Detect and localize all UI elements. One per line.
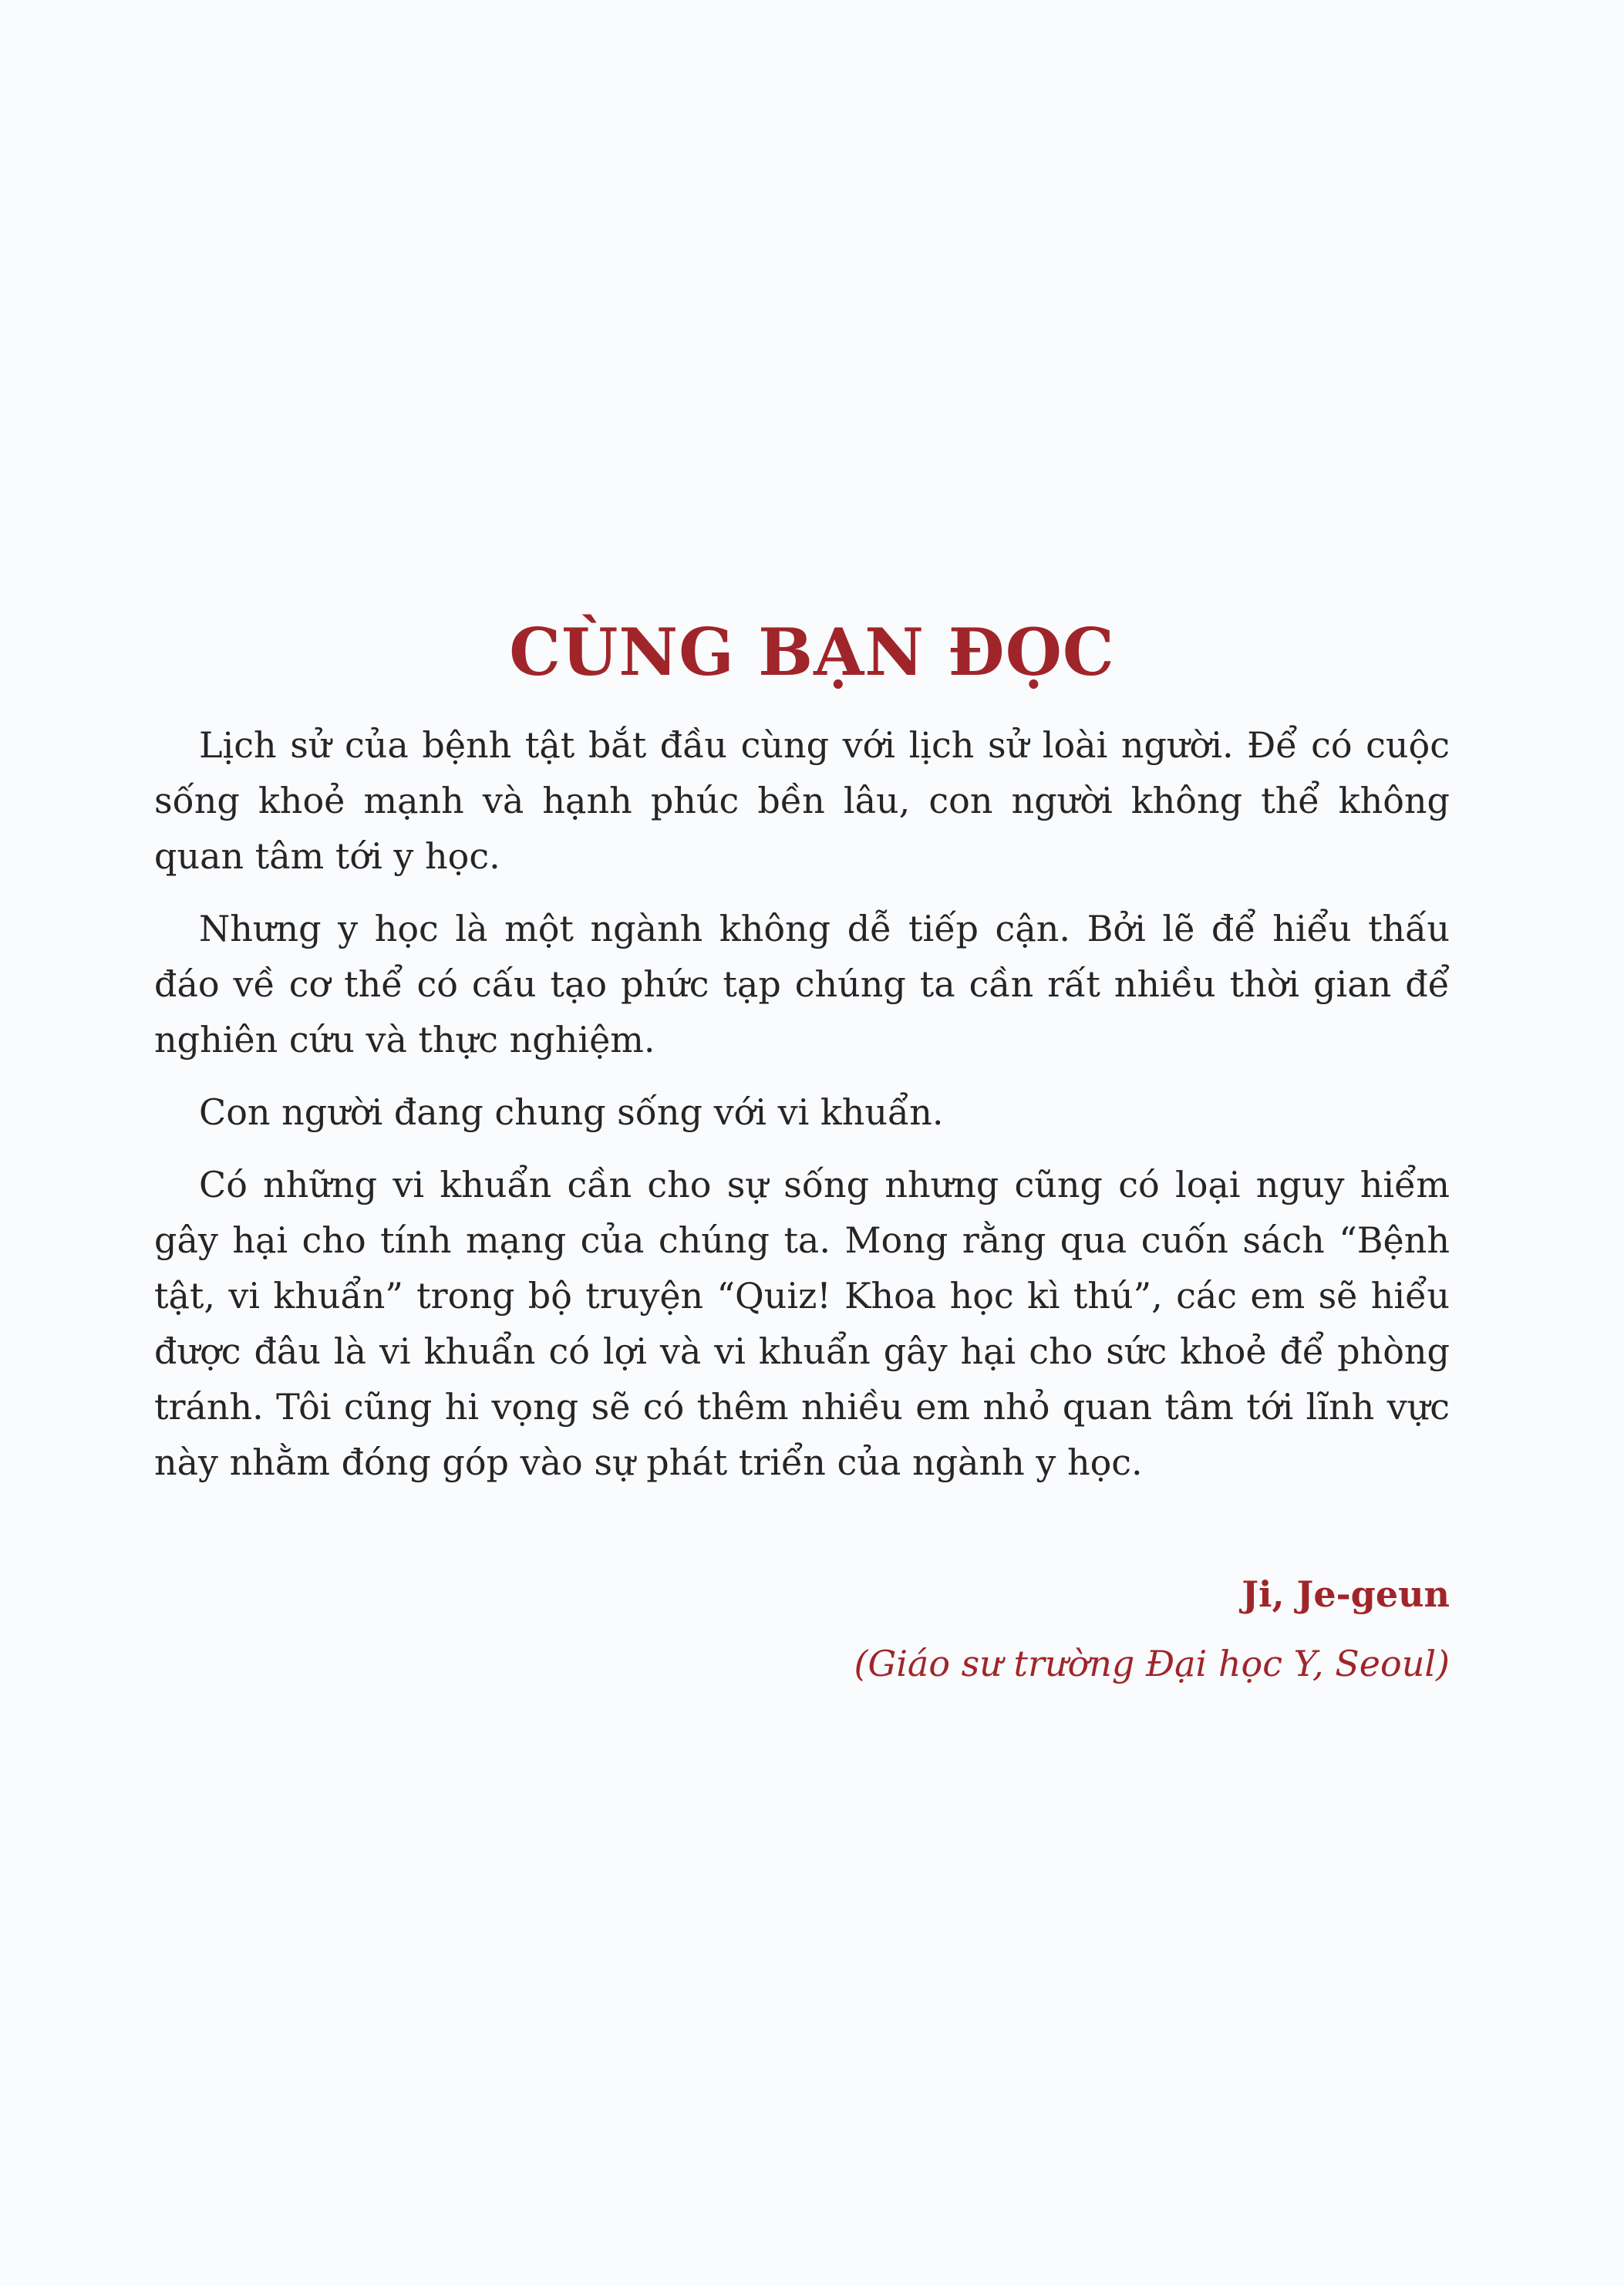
paragraph-2: Nhưng y học là một ngành không dễ tiếp cận. Bởi lẽ để hiểu thấu đáo về cơ thể có cấu tạo phức tạp chúng ta cần rất nhiều thời gian để nghiên cứu và thực nghiệm. bbox=[154, 908, 1450, 1060]
paragraph-1: Lịch sử của bệnh tật bắt đầu cùng với lịch sử loài người. Để có cuộc sống khoẻ mạnh và hạnh phúc bền lâu, con người không thể không quan tâm tới y học. bbox=[154, 724, 1450, 877]
page-title: CÙNG BẠN ĐỌC bbox=[509, 614, 1115, 691]
paragraph-3: Con người đang chung sống với vi khuẩn. bbox=[199, 1091, 944, 1133]
author-title: (Giáo sư trường Đại học Y, Seoul) bbox=[854, 1643, 1450, 1684]
body-text bbox=[154, 717, 1450, 1507]
paragraph-4: Có những vi khuẩn cần cho sự sống nhưng cũng có loại nguy hiểm gây hại cho tính mạng của chúng ta. Mong rằng qua cuốn sách “Bệnh tật, vi khuẩn” trong bộ truyện “Quiz! Khoa học kì thú”, các em sẽ hiểu được đâu là vi khuẩn có lợi và vi khuẩn gây hại cho sức khoẻ để phòng tránh. Tôi cũng hi vọng sẽ có thêm nhiều em nhỏ quan tâm tới lĩnh vực này nhằm đóng góp vào sự phát triển của ngành y học. bbox=[154, 1164, 1450, 1483]
author-name: Ji, Je-geun bbox=[1242, 1573, 1450, 1615]
